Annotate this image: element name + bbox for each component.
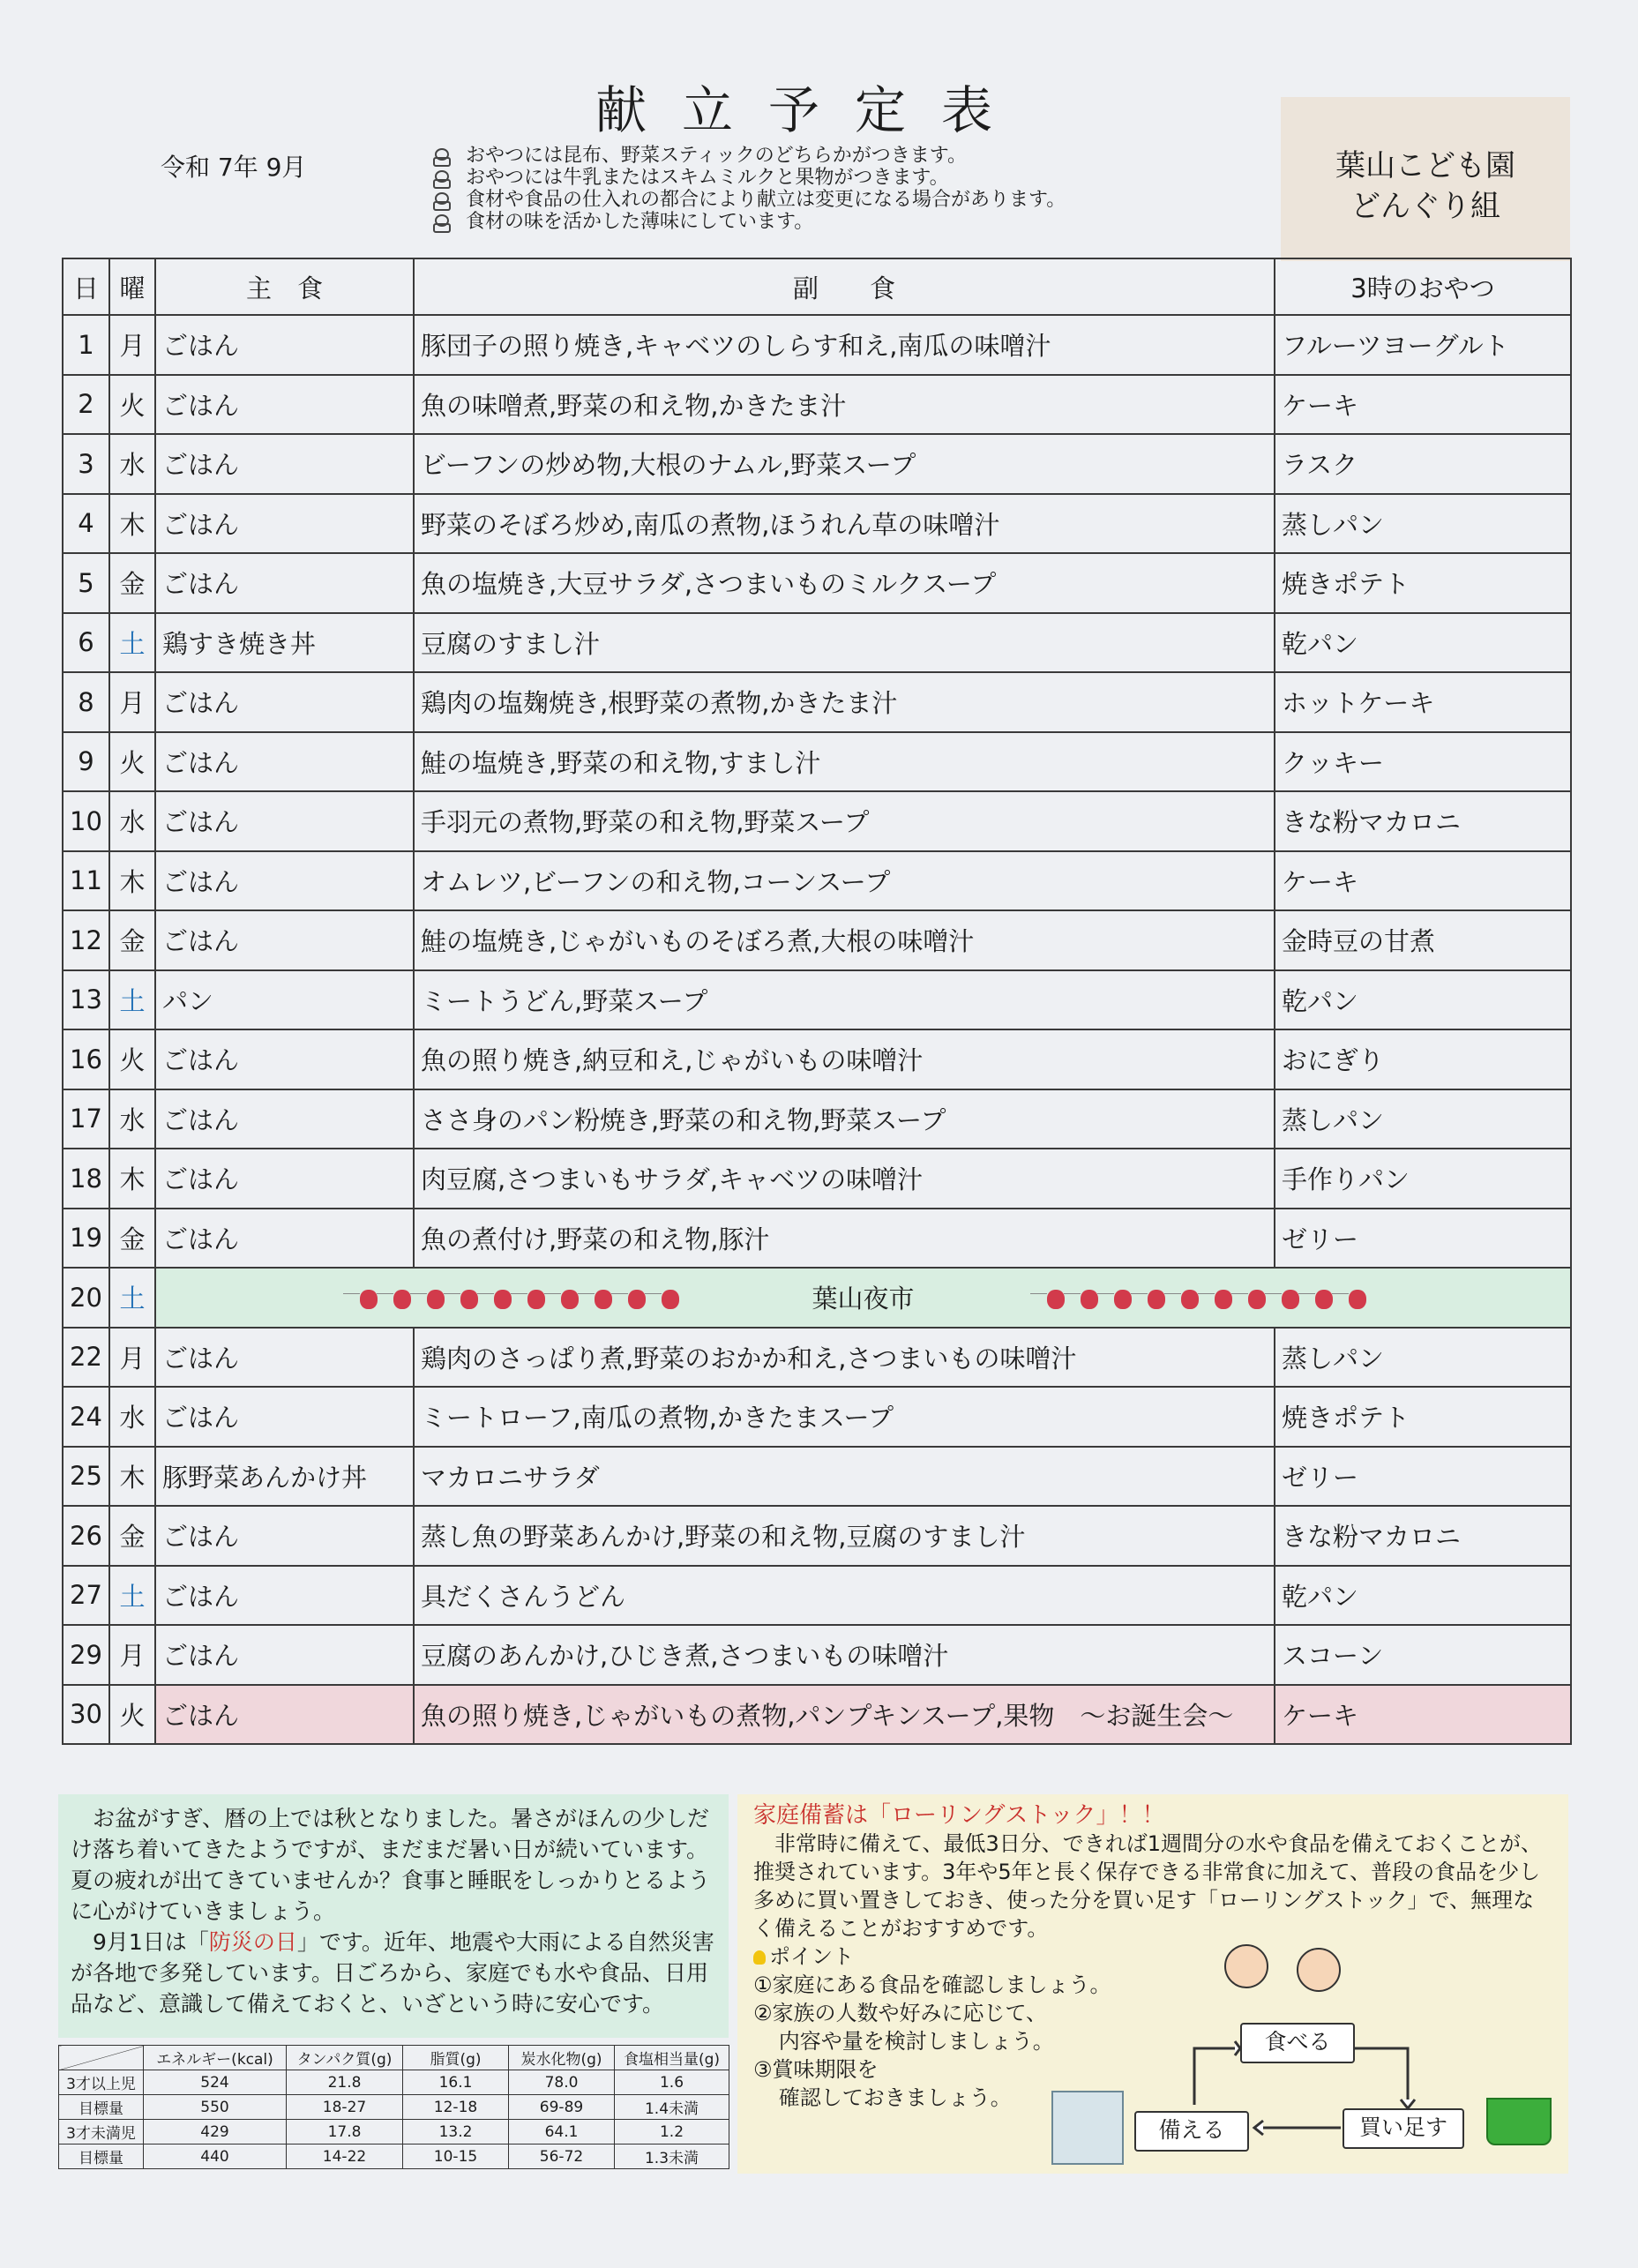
event-cell	[155, 1268, 1571, 1328]
snack-cell: 手作りパン	[1275, 1149, 1571, 1209]
nutrition-value: 1.2	[615, 2120, 729, 2144]
nutrition-value: 18-27	[287, 2095, 403, 2120]
day-cell: 22	[63, 1328, 109, 1388]
note-item: おやつには牛乳またはスキムミルクと果物がつきます。	[432, 167, 1066, 189]
rice-ball-icon	[432, 213, 448, 231]
nutrition-value: 64.1	[509, 2120, 615, 2144]
weekday-cell: 土	[109, 613, 155, 673]
side-cell: 具だくさんうどん	[414, 1566, 1275, 1626]
nutrition-value: 56-72	[509, 2144, 615, 2169]
table-row	[63, 315, 1571, 375]
snack-cell: 乾パン	[1275, 613, 1571, 673]
point-step: 内容や量を検討しましょう。	[778, 2029, 1054, 2054]
day-cell: 19	[63, 1209, 109, 1269]
table-row	[63, 494, 1571, 554]
nutrition-value: 69-89	[509, 2095, 615, 2120]
nutrition-corner	[59, 2046, 144, 2070]
lantern-icon	[352, 1283, 687, 1313]
point-step: ②家族の人数や好みに応じて、	[753, 2001, 1048, 2025]
staple-cell: ごはん	[155, 672, 414, 732]
day-cell: 27	[63, 1566, 109, 1626]
day-cell: 5	[63, 553, 109, 613]
weekday-cell: 木	[109, 1447, 155, 1507]
nutrition-value: 440	[144, 2144, 287, 2169]
weekday-cell: 木	[109, 1149, 155, 1209]
staple-cell: ごはん	[155, 1387, 414, 1447]
point-step: ③賞味期限を	[753, 2057, 879, 2082]
nutrition-value: 524	[144, 2070, 287, 2095]
staple-cell: ごはん	[155, 1328, 414, 1388]
table-row	[63, 1506, 1571, 1566]
side-cell: 魚の煮付け,野菜の和え物,豚汁	[414, 1209, 1275, 1269]
day-cell: 4	[63, 494, 109, 554]
side-cell: マカロニサラダ	[414, 1447, 1275, 1507]
snack-cell: 乾パン	[1275, 1566, 1571, 1626]
day-cell: 8	[63, 672, 109, 732]
side-cell: ミートローフ,南瓜の煮物,かきたまスープ	[414, 1387, 1275, 1447]
table-row	[63, 375, 1571, 435]
point-heading: ポイント	[753, 1942, 1552, 1971]
snack-cell: 蒸しパン	[1275, 1328, 1571, 1388]
weekday-cell: 土	[109, 1268, 155, 1328]
snack-cell: スコーン	[1275, 1625, 1571, 1685]
rolling-stock-title: 家庭備蓄は「ローリングストック」！！	[753, 1802, 1165, 1829]
snack-cell: ゼリー	[1275, 1209, 1571, 1269]
note-item: 食材の味を活かした薄味にしています。	[432, 211, 1066, 233]
rice-ball-icon	[432, 147, 448, 165]
boy-icon	[1224, 1944, 1268, 1988]
header-side: 副 食	[414, 258, 1275, 315]
side-cell: 鮭の塩焼き,野菜の和え物,すまし汁	[414, 732, 1275, 792]
table-row	[63, 1328, 1571, 1388]
nutrition-value: 14-22	[287, 2144, 403, 2169]
header-snack: 3時のおやつ	[1275, 258, 1571, 315]
side-cell: 魚の照り焼き,納豆和え,じゃがいもの味噌汁	[414, 1029, 1275, 1089]
nutrition-row-label: 3才以上児	[59, 2070, 144, 2095]
table-row	[63, 1447, 1571, 1507]
snack-cell: クッキー	[1275, 732, 1571, 792]
nutrition-value: 429	[144, 2120, 287, 2144]
event-row	[63, 1268, 1571, 1328]
staple-cell: ごはん	[155, 1625, 414, 1685]
staple-cell: 豚野菜あんかけ丼	[155, 1447, 414, 1507]
day-cell: 24	[63, 1387, 109, 1447]
nutrition-value: 21.8	[287, 2070, 403, 2095]
staple-cell: ごはん	[155, 553, 414, 613]
header-day: 日	[63, 258, 109, 315]
table-row	[63, 851, 1571, 911]
weekday-cell: 水	[109, 1089, 155, 1149]
side-cell: 魚の塩焼き,大豆サラダ,さつまいものミルクスープ	[414, 553, 1275, 613]
nutrition-value: 10-15	[403, 2144, 509, 2169]
nutrition-value: 1.3未満	[615, 2144, 729, 2169]
side-cell: 魚の照り焼き,じゃがいもの煮物,パンプキンスープ,果物 ～お誕生会～	[414, 1685, 1275, 1745]
weekday-cell: 木	[109, 494, 155, 554]
weekday-cell: 土	[109, 1566, 155, 1626]
day-cell: 2	[63, 375, 109, 435]
nutrition-row-label: 目標量	[59, 2095, 144, 2120]
day-cell: 17	[63, 1089, 109, 1149]
side-cell: 豆腐のすまし汁	[414, 613, 1275, 673]
snack-cell: ケーキ	[1275, 1685, 1571, 1745]
weekday-cell: 水	[109, 1387, 155, 1447]
weekday-cell: 水	[109, 791, 155, 851]
point-step: 確認しておきましょう。	[778, 2085, 1012, 2110]
day-cell: 11	[63, 851, 109, 911]
snack-cell: 金時豆の甘煮	[1275, 910, 1571, 970]
nutrition-header: タンパク質(g)	[287, 2046, 403, 2070]
staple-cell: ごはん	[155, 1685, 414, 1745]
nutrition-table	[58, 2045, 729, 2169]
weekday-cell: 火	[109, 732, 155, 792]
table-row	[63, 910, 1571, 970]
day-cell: 3	[63, 434, 109, 494]
side-cell: オムレツ,ビーフンの和え物,コーンスープ	[414, 851, 1275, 911]
nutrition-row-label: 3才未満児	[59, 2120, 144, 2144]
snack-cell: ケーキ	[1275, 851, 1571, 911]
day-cell: 10	[63, 791, 109, 851]
day-cell: 9	[63, 732, 109, 792]
snack-cell: 蒸しパン	[1275, 1089, 1571, 1149]
menu-notes	[432, 145, 1066, 233]
staple-cell: ごはん	[155, 791, 414, 851]
nutrition-header: 食塩相当量(g)	[615, 2046, 729, 2070]
event-label: 葉山夜市	[812, 1284, 915, 1314]
side-cell: 肉豆腐,さつまいもサラダ,キャベツの味噌汁	[414, 1149, 1275, 1209]
rice-ball-icon	[432, 169, 448, 187]
weekday-cell: 月	[109, 315, 155, 375]
nutrition-row-label: 目標量	[59, 2144, 144, 2169]
staple-cell: ごはん	[155, 1566, 414, 1626]
nutrition-header-row	[59, 2046, 729, 2070]
table-row	[63, 1566, 1571, 1626]
day-cell: 18	[63, 1149, 109, 1209]
day-cell: 1	[63, 315, 109, 375]
snack-cell: フルーツヨーグルト	[1275, 315, 1571, 375]
nutrition-value: 1.6	[615, 2070, 729, 2095]
weekday-cell: 土	[109, 970, 155, 1030]
staple-cell: ごはん	[155, 1029, 414, 1089]
weekday-cell: 月	[109, 1625, 155, 1685]
staple-cell: ごはん	[155, 434, 414, 494]
note-item: 食材や食品の仕入れの都合により献立は変更になる場合があります。	[432, 189, 1066, 211]
nutrition-row	[59, 2144, 729, 2169]
table-row	[63, 1089, 1571, 1149]
nutrition-value: 16.1	[403, 2070, 509, 2095]
nutrition-header: エネルギー(kcal)	[144, 2046, 287, 2070]
side-cell: 豚団子の照り焼き,キャベツのしらす和え,南瓜の味噌汁	[414, 315, 1275, 375]
side-cell: 野菜のそぼろ炒め,南瓜の煮物,ほうれん草の味噌汁	[414, 494, 1275, 554]
lantern-icon	[1039, 1283, 1374, 1313]
day-cell: 12	[63, 910, 109, 970]
nutrition-row	[59, 2070, 729, 2095]
weekday-cell: 火	[109, 1029, 155, 1089]
nutrition-header: 脂質(g)	[403, 2046, 509, 2070]
nutrition-row	[59, 2095, 729, 2120]
cycle-buy-box: 買い足す	[1343, 2108, 1464, 2149]
table-row	[63, 434, 1571, 494]
page-title: 献立予定表	[595, 80, 1028, 140]
table-row	[63, 553, 1571, 613]
children-illustration	[1208, 1934, 1358, 2013]
snack-cell: 蒸しパン	[1275, 494, 1571, 554]
day-cell: 30	[63, 1685, 109, 1745]
header-staple: 主 食	[155, 258, 414, 315]
snack-cell: ホットケーキ	[1275, 672, 1571, 732]
table-row	[63, 1149, 1571, 1209]
snack-cell: ゼリー	[1275, 1447, 1571, 1507]
nutrition-value: 12-18	[403, 2095, 509, 2120]
nutrition-value: 550	[144, 2095, 287, 2120]
staple-cell: パン	[155, 970, 414, 1030]
shopping-basket-icon	[1486, 2098, 1552, 2145]
rolling-stock-body: 非常時に備えて、最低3日分、できれば1週間分の水や食品を備えておくことが、推奨されています。3年や5年と長く保存できる非常食に加えて、普段の食品を少し多めに買い置きしておき、使った分を買い足す「ローリングストック」で、無理なく備えることがおすすめです。	[753, 1831, 1543, 1941]
side-cell: ささ身のパン粉焼き,野菜の和え物,野菜スープ	[414, 1089, 1275, 1149]
table-row	[63, 791, 1571, 851]
rice-ball-icon	[432, 191, 448, 209]
table-row	[63, 732, 1571, 792]
side-cell: 鮭の塩焼き,じゃがいものそぼろ煮,大根の味噌汁	[414, 910, 1275, 970]
note-item: おやつには昆布、野菜スティックのどちらかがつきます。	[432, 145, 1066, 167]
seasonal-greeting	[58, 1794, 729, 2038]
snack-cell: ラスク	[1275, 434, 1571, 494]
greeting-paragraph: 9月1日は「防災の日」です。近年、地震や大雨による自然災害が各地で多発しています。日ごろから、家庭でも水や食品、日用品など、意識して備えておくと、いざという時に安心です。	[71, 1929, 714, 2017]
snack-cell: ケーキ	[1275, 375, 1571, 435]
side-cell: 豆腐のあんかけ,ひじき煮,さつまいもの味噌汁	[414, 1625, 1275, 1685]
pantry-shelf-icon	[1051, 2091, 1124, 2165]
day-cell: 13	[63, 970, 109, 1030]
snack-cell: きな粉マカロニ	[1275, 1506, 1571, 1566]
staple-cell: ごはん	[155, 375, 414, 435]
weekday-cell: 金	[109, 910, 155, 970]
staple-cell: ごはん	[155, 1209, 414, 1269]
point-step: ①家庭にある食品を確認しましょう。	[753, 1972, 1111, 1997]
snack-cell: 乾パン	[1275, 970, 1571, 1030]
day-cell: 20	[63, 1268, 109, 1328]
girl-icon	[1297, 1948, 1341, 1992]
weekday-cell: 金	[109, 1506, 155, 1566]
weekday-cell: 金	[109, 553, 155, 613]
greeting-paragraph: お盆がすぎ、暦の上では秋となりました。暑さがほんの少しだけ落ち着いてきたようですが、まだまだ暑い日が続いています。夏の疲れが出てきていませんか？食事と睡眠をしっかりとるように心がけていきましょう。	[71, 1806, 711, 1924]
weekday-cell: 火	[109, 1685, 155, 1745]
table-row	[63, 970, 1571, 1030]
menu-date: 令和 7年 9月	[161, 153, 307, 182]
side-cell: 魚の味噌煮,野菜の和え物,かきたま汁	[414, 375, 1275, 435]
birthday-row	[63, 1685, 1571, 1745]
snack-cell: きな粉マカロニ	[1275, 791, 1571, 851]
table-row	[63, 1209, 1571, 1269]
side-cell: ミートうどん,野菜スープ	[414, 970, 1275, 1030]
day-cell: 26	[63, 1506, 109, 1566]
nutrition-value: 13.2	[403, 2120, 509, 2144]
snack-cell: 焼きポテト	[1275, 1387, 1571, 1447]
weekday-cell: 水	[109, 434, 155, 494]
side-cell: 鶏肉の塩麹焼き,根野菜の煮物,かきたま汁	[414, 672, 1275, 732]
table-row	[63, 672, 1571, 732]
nutrition-value: 1.4未満	[615, 2095, 729, 2120]
side-cell: ビーフンの炒め物,大根のナムル,野菜スープ	[414, 434, 1275, 494]
side-cell: 鶏肉のさっぱり煮,野菜のおかか和え,さつまいもの味噌汁	[414, 1328, 1275, 1388]
snack-cell: おにぎり	[1275, 1029, 1571, 1089]
day-cell: 29	[63, 1625, 109, 1685]
menu-table	[62, 258, 1572, 1745]
staple-cell: ごはん	[155, 851, 414, 911]
table-row	[63, 1029, 1571, 1089]
cycle-arrows-icon	[1182, 2029, 1473, 2144]
table-header-row	[63, 258, 1571, 315]
nutrition-header: 炭水化物(g)	[509, 2046, 615, 2070]
staple-cell: ごはん	[155, 1506, 414, 1566]
staple-cell: ごはん	[155, 315, 414, 375]
weekday-cell: 月	[109, 672, 155, 732]
cycle-store-box: 備える	[1134, 2111, 1249, 2152]
side-cell: 蒸し魚の野菜あんかけ,野菜の和え物,豆腐のすまし汁	[414, 1506, 1275, 1566]
weekday-cell: 月	[109, 1328, 155, 1388]
weekday-cell: 木	[109, 851, 155, 911]
nutrition-value: 78.0	[509, 2070, 615, 2095]
header-weekday: 曜	[109, 258, 155, 315]
staple-cell: ごはん	[155, 1149, 414, 1209]
nutrition-value: 17.8	[287, 2120, 403, 2144]
nutrition-row	[59, 2120, 729, 2144]
staple-cell: ごはん	[155, 732, 414, 792]
light-bulb-icon	[753, 1950, 766, 1965]
cycle-eat-box: 食べる	[1240, 2023, 1355, 2063]
table-row	[63, 613, 1571, 673]
day-cell: 25	[63, 1447, 109, 1507]
school-name-box: 葉山こども園 どんぐり組	[1281, 97, 1570, 261]
day-cell: 6	[63, 613, 109, 673]
staple-cell: ごはん	[155, 910, 414, 970]
staple-cell: ごはん	[155, 494, 414, 554]
side-cell: 手羽元の煮物,野菜の和え物,野菜スープ	[414, 791, 1275, 851]
weekday-cell: 金	[109, 1209, 155, 1269]
snack-cell: 焼きポテト	[1275, 553, 1571, 613]
table-row	[63, 1625, 1571, 1685]
table-row	[63, 1387, 1571, 1447]
staple-cell: ごはん	[155, 1089, 414, 1149]
staple-cell: 鶏すき焼き丼	[155, 613, 414, 673]
disaster-day-label: 防災の日	[208, 1929, 297, 1955]
weekday-cell: 火	[109, 375, 155, 435]
day-cell: 16	[63, 1029, 109, 1089]
